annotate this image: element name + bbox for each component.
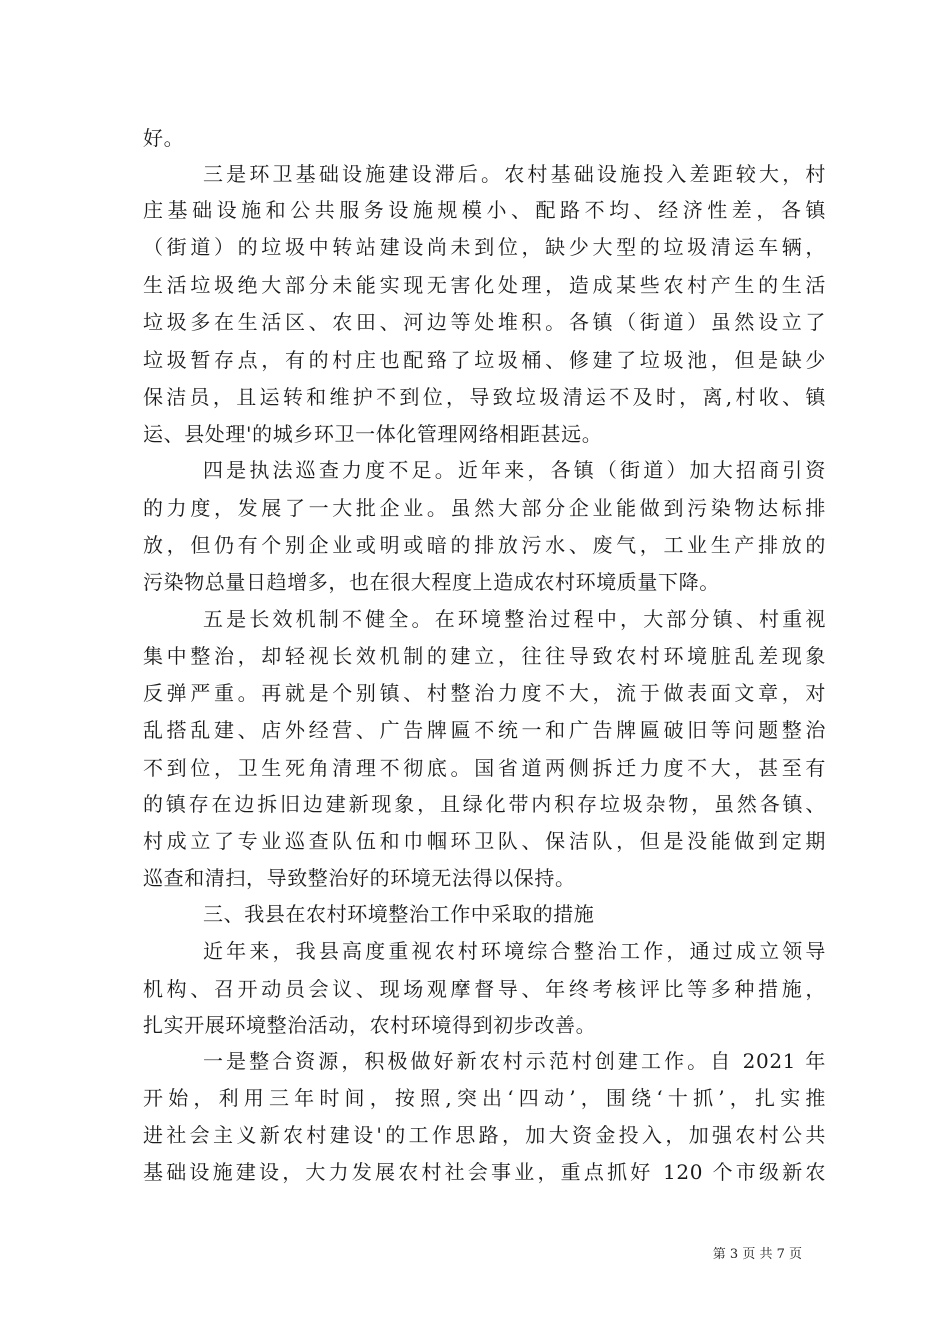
section-heading: 三、我县在农村环境整治工作中采取的措施 (203, 902, 595, 926)
text-line-17: 乱搭乱建、店外经营、广告牌匾不统一和广告牌匾破旧等问题整治 (143, 718, 826, 742)
text-line-29: 基础设施建设，大力发展农村社会事业，重点抓好 120 个市级新农 (143, 1160, 826, 1184)
text-line-28: 进社会主义新农村建设'的工作思路，加大资金投入，加强农村公共 (143, 1123, 826, 1147)
text-line-8: 保洁员，且运转和维护不到位，导致垃圾清运不及时，离,村收、镇 (143, 385, 826, 409)
text-line-25: 扎实开展环境整治活动，农村环境得到初步改善。 (143, 1013, 597, 1037)
text-line-5: 生活垃圾绝大部分未能实现无害化处理，造成某些农村产生的生活 (143, 273, 826, 297)
text-line-11: 的力度，发展了一大批企业。虽然大部分企业能做到污染物达标排 (143, 496, 826, 520)
text-line-21: 巡查和清扫，导致整治好的环境无法得以保持。 (143, 866, 576, 890)
page-number-footer: 第 3 页 共 7 页 (712, 1247, 802, 1262)
text-line-27: 开始，利用三年时间，按照,突出‘四动’，围绕‘十抓’，扎实推 (143, 1086, 826, 1110)
text-line-26: 一是整合资源，积极做好新农村示范村创建工作。自 2021 年 (203, 1049, 826, 1073)
text-line-10: 四是执法巡查力度不足。近年来，各镇（街道）加大招商引资 (203, 458, 826, 482)
text-line-9: 运、县处理'的城乡环卫一体化管理网络相距甚远。 (143, 422, 603, 446)
text-line-19: 的镇存在边拆旧边建新现象，且绿化带内积存垃圾杂物，虽然各镇、 (143, 792, 826, 816)
text-line-14: 五是长效机制不健全。在环境整治过程中，大部分镇、村重视 (203, 607, 826, 631)
text-line-2: 三是环卫基础设施建设滞后。农村基础设施投入差距较大，村 (203, 162, 826, 186)
text-line-4: （街道）的垃圾中转站建设尚未到位，缺少大型的垃圾清运车辆， (143, 235, 826, 259)
text-line-1: 好。 (143, 126, 185, 150)
text-line-16: 反弹严重。再就是个别镇、村整治力度不大，流于做表面文章，对 (143, 681, 826, 705)
text-line-20: 村成立了专业巡查队伍和巾帼环卫队、保洁队，但是没能做到定期 (143, 829, 826, 853)
text-line-24: 机构、召开动员会议、现场观摩督导、年终考核评比等多种措施， (143, 977, 826, 1001)
text-line-23: 近年来，我县高度重视农村环境综合整治工作，通过成立领导 (203, 939, 826, 963)
text-line-18: 不到位，卫生死角清理不彻底。国省道两侧拆迁力度不大，甚至有 (143, 756, 826, 780)
text-line-13: 污染物总量日趋增多，也在很大程度上造成农村环境质量下降。 (143, 570, 720, 594)
text-line-15: 集中整治，却轻视长效机制的建立，往往导致农村环境脏乱差现象 (143, 644, 826, 668)
text-line-6: 垃圾多在生活区、农田、河边等处堆积。各镇（街道）虽然设立了 (143, 310, 826, 334)
text-line-3: 庄基础设施和公共服务设施规模小、配路不均、经济性差，各镇 (143, 198, 826, 222)
text-line-7: 垃圾暂存点，有的村庄也配臵了垃圾桶、修建了垃圾池，但是缺少 (143, 348, 826, 372)
text-line-12: 放，但仍有个别企业或明或暗的排放污水、废气，工业生产排放的 (143, 533, 826, 557)
